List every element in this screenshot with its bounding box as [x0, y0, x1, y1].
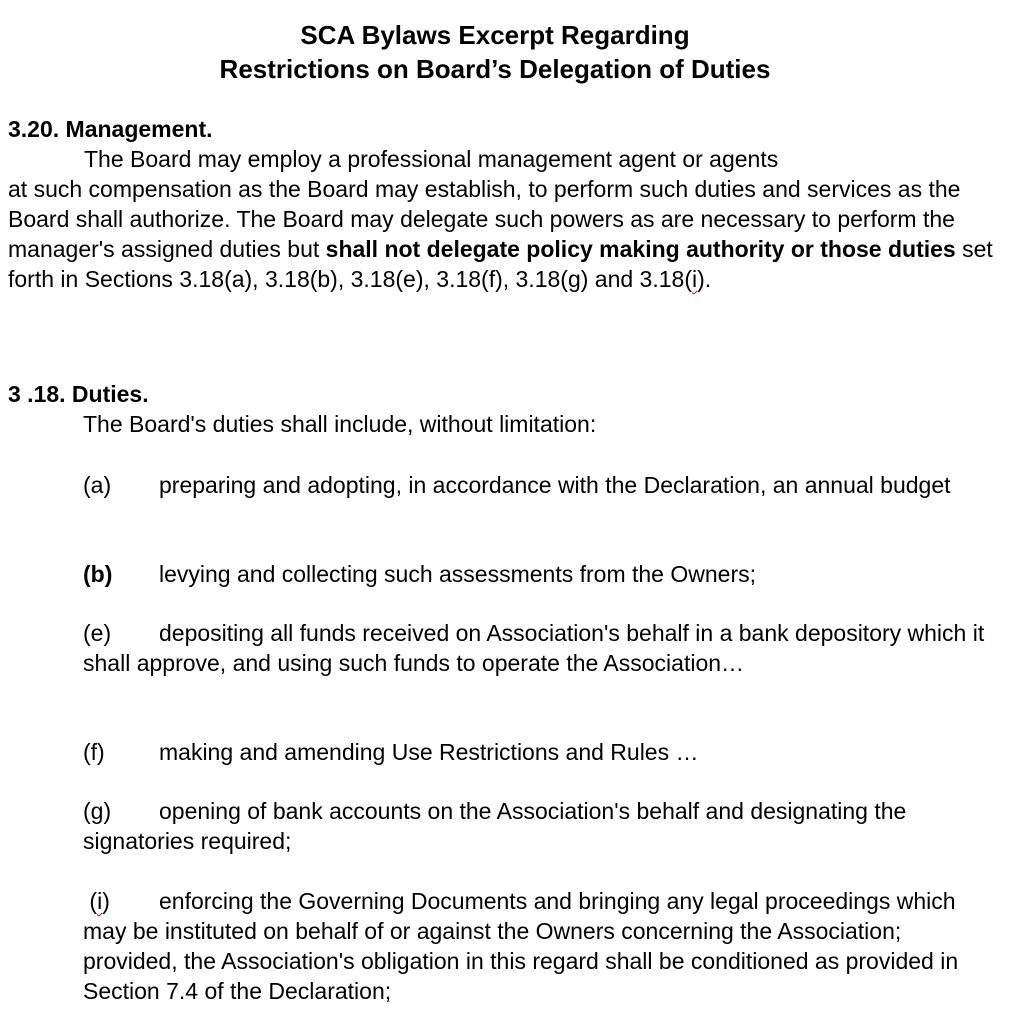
duties-heading: 3 .18. Duties. [8, 381, 149, 407]
management-bold-text: shall not delegate policy making authority or those duties [325, 236, 956, 262]
duty-label: (g) [83, 798, 112, 824]
duty-item-i [83, 886, 988, 1006]
duty-label-pre: ( [83, 888, 98, 914]
duty-item-f [83, 737, 988, 767]
duty-label: (a) [83, 472, 112, 498]
duty-text: opening of bank accounts on the Association's behalf and designating the signatories required; [83, 798, 907, 854]
duty-item-b [83, 559, 988, 589]
management-paragraph [8, 144, 998, 294]
duties-intro: The Board's duties shall include, without limitation: [83, 411, 597, 437]
spellcheck-squiggle: i [691, 266, 698, 292]
duty-label: (b) [83, 561, 113, 587]
duty-text: depositing all funds received on Association's behalf in a bank depository which it shall approve, and using such funds to operate the Association… [83, 620, 985, 676]
title-line-2: Restrictions on Board’s Delegation of Duties [219, 54, 771, 84]
spellcheck-squiggle: i [97, 888, 103, 914]
duty-text: levying and collecting such assessments from the Owners; [159, 561, 756, 587]
duty-text: making and amending Use Restrictions and Rules … [159, 739, 699, 765]
management-text-a: The Board may employ a professional management agent or agents [84, 146, 779, 172]
duty-label: (e) [83, 620, 112, 646]
document-title [0, 18, 990, 86]
management-text-d: ). [697, 266, 712, 292]
duty-label [83, 886, 159, 916]
duty-item-g [83, 796, 988, 856]
duty-text: preparing and adopting, in accordance with the Declaration, an annual budget [159, 472, 951, 498]
management-text-b: at such compensation as the Board may establish, to perform such duties and services as the Board shall authorize. The Board may delegate such powers as are necessary to perform the manager's assigned duties but [8, 176, 961, 262]
duty-text: enforcing the Governing Documents and bringing any legal proceedings which may be instituted on behalf of or against the Owners concerning the Association; provided, the Association's obligation in this regard shall be conditioned as provided in Section 7.4 of the Declaration; [83, 888, 959, 1004]
duty-item-e [83, 618, 988, 678]
management-text-c: set forth in Sections 3.18(a), 3.18(b), 3.18(e), 3.18(f), 3.18(g) and 3.18( [8, 236, 993, 292]
title-line-1: SCA Bylaws Excerpt Regarding [300, 20, 690, 50]
duty-item-a [83, 470, 988, 500]
duty-label: (f) [83, 739, 105, 765]
management-heading: 3.20. Management. [8, 116, 213, 142]
duty-label-post: ) [102, 888, 110, 914]
